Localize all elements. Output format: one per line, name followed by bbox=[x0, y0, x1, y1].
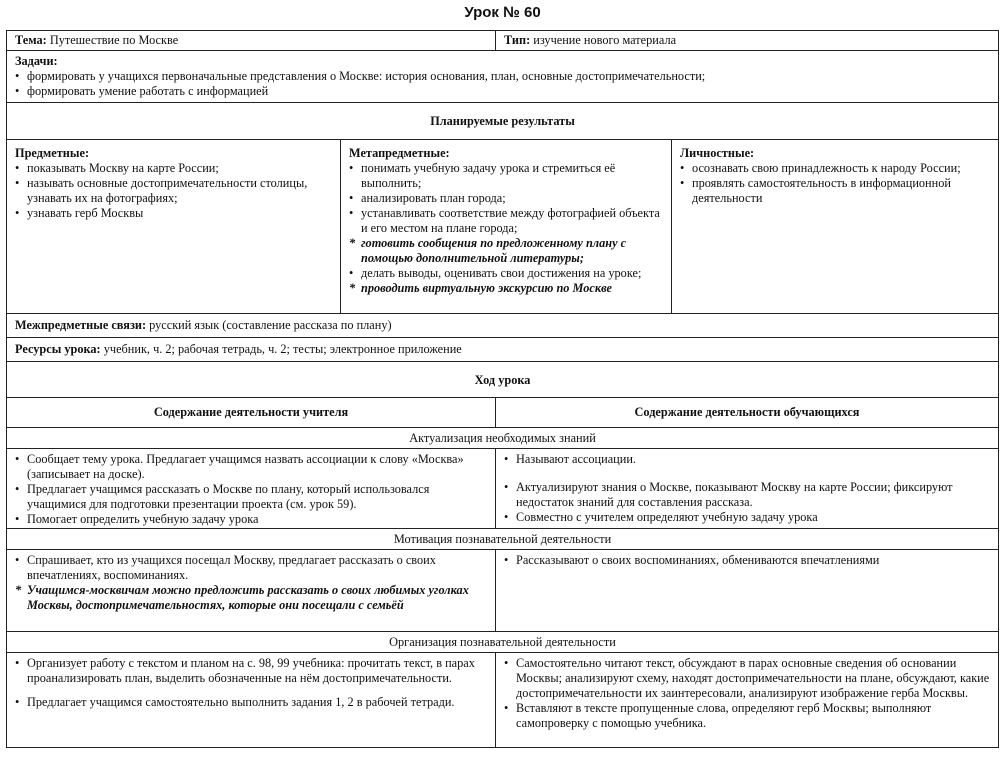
list-item: • Называют ассоциации. bbox=[504, 452, 990, 467]
list-item: • узнавать герб Москвы bbox=[15, 206, 332, 221]
tasks-row bbox=[7, 51, 998, 103]
tasks-list bbox=[15, 69, 990, 99]
student-activity bbox=[496, 550, 998, 631]
stage-row bbox=[7, 653, 998, 747]
type-value: изучение нового материала bbox=[533, 33, 677, 47]
type-label: Тип: bbox=[504, 33, 531, 47]
list-item-optional: * Учащимся-москвичам можно предложить рассказать о своих любимых уголках Москвы, достопримечательностях, которые они посещали с семьёй bbox=[15, 583, 487, 613]
list-item: • делать выводы, оценивать свои достижения на уроке; bbox=[349, 266, 663, 281]
list-item: • Предлагает учащимся самостоятельно выполнить задания 1, 2 в рабочей тетради. bbox=[15, 695, 487, 710]
stage-heading: Мотивация познавательной деятельности bbox=[7, 529, 998, 550]
resources-value: учебник, ч. 2; рабочая тетрадь, ч. 2; тесты; электронное приложение bbox=[103, 342, 462, 356]
student-activity bbox=[496, 449, 998, 528]
list-item: • устанавливать соответствие между фотографией объекта и его местом на плане города; bbox=[349, 206, 663, 236]
planned-results-heading: Планируемые результаты bbox=[7, 103, 998, 140]
stage-heading: Актуализация необходимых знаний bbox=[7, 428, 998, 449]
list-item: • Сообщает тему урока. Предлагает учащимся назвать ассоциации к слову «Москва» (записывает на доске). bbox=[15, 452, 487, 482]
subject-heading: Предметные: bbox=[15, 146, 90, 160]
personal-heading: Личностные: bbox=[680, 146, 755, 160]
resources-row bbox=[7, 338, 998, 362]
lesson-plan-table bbox=[6, 30, 999, 748]
list-item: • Организует работу с текстом и планом на с. 98, 99 учебника: прочитать текст, в парах проанализировать план, выделить обозначенные на нём достопримечательности. bbox=[15, 656, 487, 686]
list-item: • Спрашивает, кто из учащихся посещал Москву, предлагает рассказать о своих впечатлениях, воспоминаниях. bbox=[15, 553, 487, 583]
resources-label: Ресурсы урока: bbox=[15, 342, 101, 356]
teacher-activity bbox=[7, 550, 496, 631]
list-item: • Совместно с учителем определяют учебную задачу урока bbox=[504, 510, 990, 525]
teacher-activity bbox=[7, 653, 496, 747]
meta-heading: Метапредметные: bbox=[349, 146, 450, 160]
header-row bbox=[7, 31, 998, 51]
list-item: • анализировать план города; bbox=[349, 191, 663, 206]
list-item: • Самостоятельно читают текст, обсуждают в парах основные сведения об основании Москвы; анализируют схему, находят достопримечательности на плане, обсуждают, какие достопримечательности их заинтересовали, анализируют изображение герба Москвы. bbox=[504, 656, 990, 701]
type-cell bbox=[496, 31, 998, 50]
list-item: • называть основные достопримечательности столицы, узнавать их на фотографиях; bbox=[15, 176, 332, 206]
personal-results bbox=[672, 140, 998, 313]
stage-row bbox=[7, 550, 998, 632]
topic-label: Тема: bbox=[15, 33, 47, 47]
links-row bbox=[7, 314, 998, 338]
list-item: • Актуализируют знания о Москве, показывают Москву на карте России; фиксируют недостаток знаний для составления рассказа. bbox=[504, 480, 990, 510]
meta-results bbox=[341, 140, 672, 313]
list-item: • показывать Москву на карте России; bbox=[15, 161, 332, 176]
topic-value: Путешествие по Москве bbox=[49, 33, 179, 47]
student-activity bbox=[496, 653, 998, 747]
tasks-label: Задачи: bbox=[15, 54, 58, 68]
results-row bbox=[7, 140, 998, 314]
list-item: • Рассказывают о своих воспоминаниях, обмениваются впечатлениями bbox=[504, 553, 990, 568]
list-item: • Предлагает учащимся рассказать о Москве по плану, который использовался учащимися для подготовки презентации проекта (см. урок 59). bbox=[15, 482, 487, 512]
meta-list bbox=[349, 161, 663, 296]
stage-heading: Организация познавательной деятельности bbox=[7, 632, 998, 653]
page-title: Урок № 60 bbox=[464, 4, 541, 21]
teacher-activity bbox=[7, 449, 496, 528]
teacher-column-header: Содержание деятельности учителя bbox=[7, 398, 496, 427]
list-item-optional: * проводить виртуальную экскурсию по Москве bbox=[349, 281, 663, 296]
student-column-header: Содержание деятельности обучающихся bbox=[634, 405, 860, 419]
list-item: • Вставляют в тексте пропущенные слова, определяют герб Москвы; выполняют самопроверку с помощью учебника. bbox=[504, 701, 990, 731]
list-item: • формировать умение работать с информацией bbox=[15, 84, 990, 99]
stage-row bbox=[7, 449, 998, 529]
links-value: русский язык (составление рассказа по плану) bbox=[149, 318, 392, 332]
list-item: • осознавать свою принадлежность к народу России; bbox=[680, 161, 990, 176]
topic-cell bbox=[7, 31, 496, 50]
personal-list bbox=[680, 161, 990, 206]
links-label: Межпредметные связи: bbox=[15, 318, 147, 332]
list-item-optional: * готовить сообщения по предложенному плану с помощью дополнительной литературы; bbox=[349, 236, 663, 266]
list-item: • понимать учебную задачу урока и стремиться её выполнить; bbox=[349, 161, 663, 191]
list-item: • формировать у учащихся первоначальные представления о Москве: история основания, план, основные достопримечательности; bbox=[15, 69, 990, 84]
lesson-flow-heading: Ход урока bbox=[7, 362, 998, 398]
subject-results bbox=[7, 140, 341, 313]
flow-column-headers bbox=[7, 398, 998, 428]
list-item: • Помогает определить учебную задачу урока bbox=[15, 512, 487, 527]
list-item: • проявлять самостоятельность в информационной деятельности bbox=[680, 176, 990, 206]
subject-list bbox=[15, 161, 332, 221]
